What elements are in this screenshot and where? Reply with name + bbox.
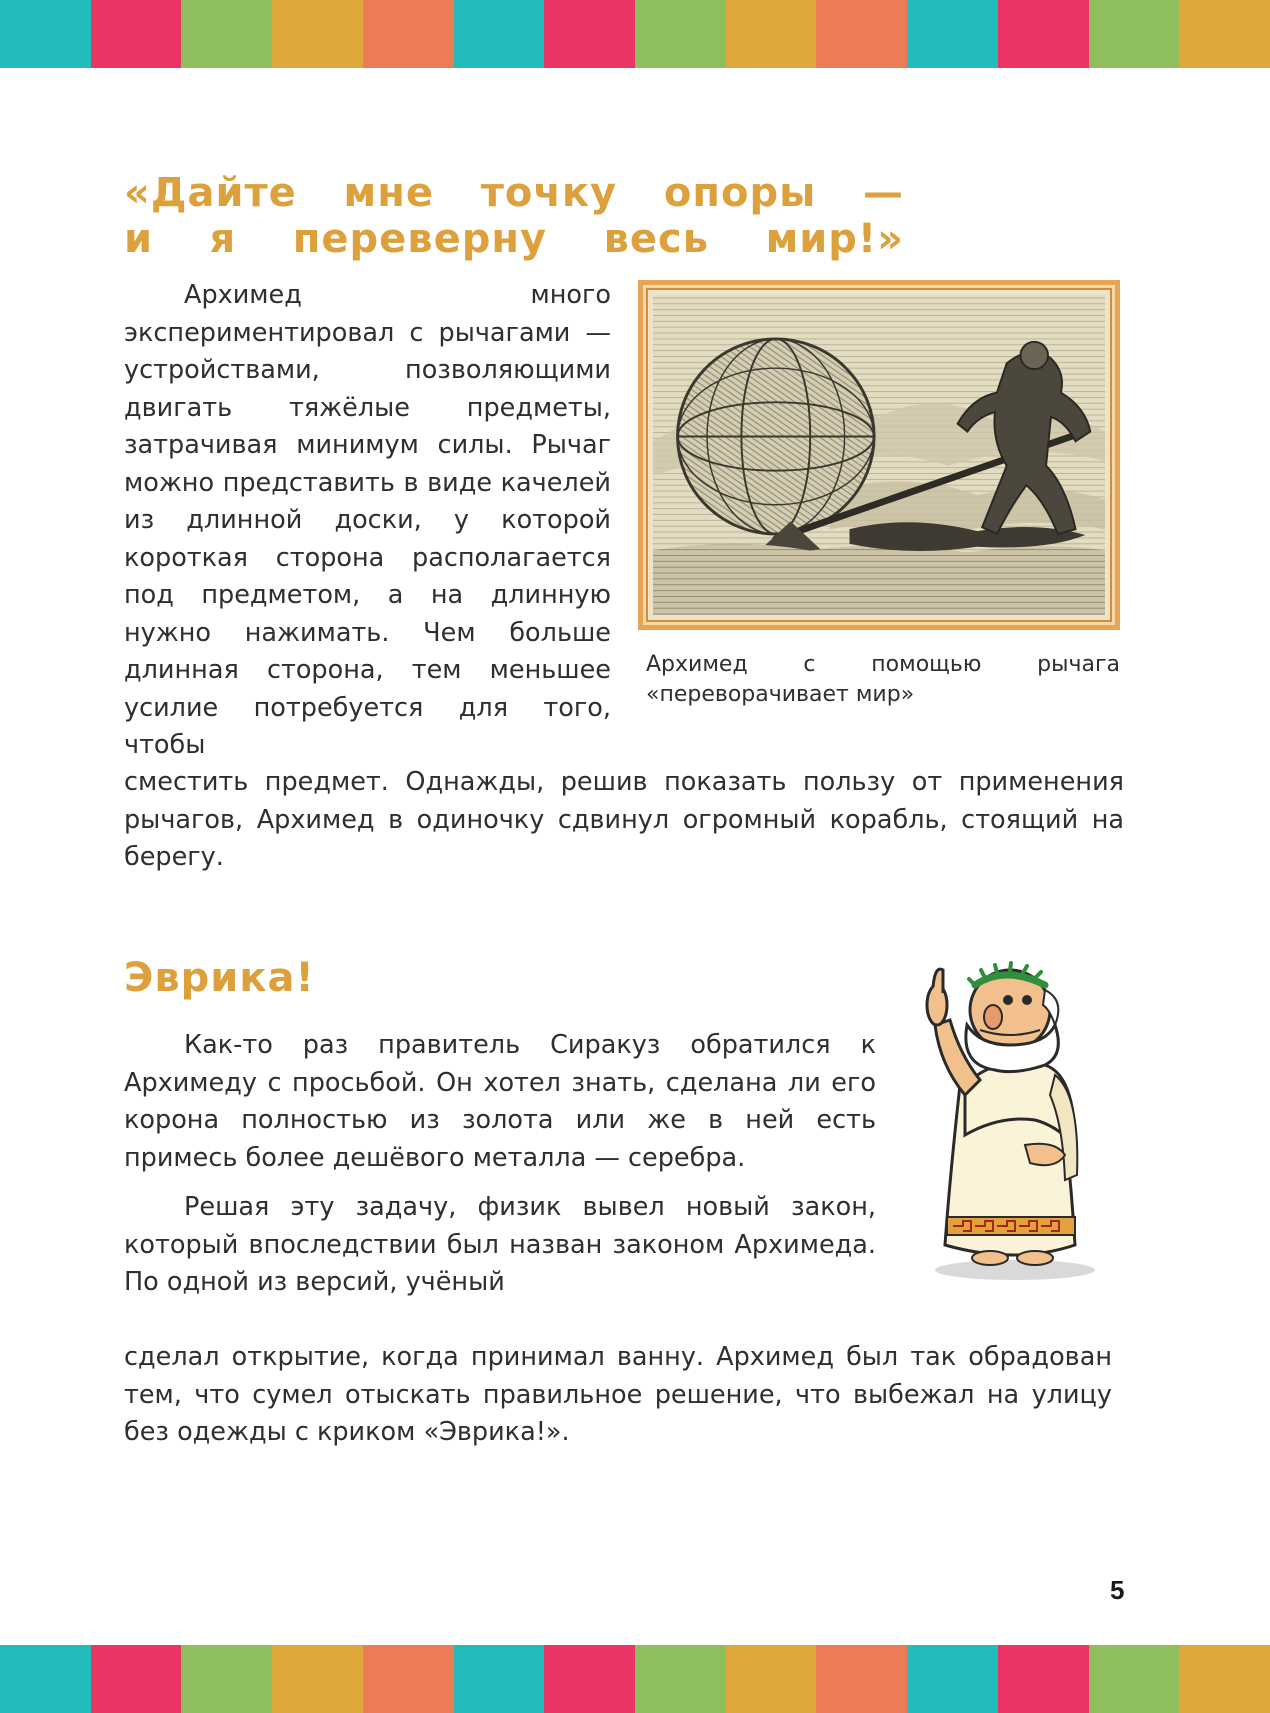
stripe-segment — [544, 0, 635, 68]
stripe-segment — [272, 1645, 363, 1713]
law-paragraph-part2: сделал открытие, когда принимал ванну. Архимед был так обрадован тем, что сумел отыскать правильное решение, что выбежал на улицу без одежды с криком «Эврика!». — [124, 1342, 1112, 1447]
page-number: 5 — [1110, 1575, 1125, 1605]
archimedes-cartoon-icon — [905, 945, 1110, 1285]
lever-paragraph-continued — [124, 764, 1124, 877]
section-heading-eureka: Эврика! — [124, 955, 315, 1001]
stripe-segment — [0, 0, 91, 68]
stripe-segment — [454, 0, 545, 68]
stripe-segment — [635, 1645, 726, 1713]
lever-engraving-frame — [638, 280, 1120, 630]
law-paragraph-part1: Решая эту задачу, физик вывел новый закон, который впоследствии был назван законом Архимеда. По одной из версий, учёный — [124, 1192, 876, 1297]
bottom-color-stripe — [0, 1645, 1270, 1713]
stripe-segment — [1179, 0, 1270, 68]
heading-line-2: и я переверну весь мир!» — [124, 216, 904, 262]
stripe-segment — [363, 1645, 454, 1713]
stripe-segment — [0, 1645, 91, 1713]
stripe-segment — [544, 1645, 635, 1713]
stripe-segment — [635, 0, 726, 68]
archimedes-lever-engraving-icon — [653, 295, 1105, 615]
stripe-segment — [726, 0, 817, 68]
top-color-stripe — [0, 0, 1270, 68]
stripe-segment — [907, 1645, 998, 1713]
stripe-segment — [1089, 0, 1180, 68]
stripe-segment — [363, 0, 454, 68]
stripe-segment — [998, 0, 1089, 68]
stripe-segment — [181, 0, 272, 68]
stripe-segment — [181, 1645, 272, 1713]
heading-line-1: «Дайте мне точку опоры — — [124, 170, 904, 216]
stripe-segment — [272, 0, 363, 68]
stripe-segment — [726, 1645, 817, 1713]
stripe-segment — [907, 0, 998, 68]
stripe-segment — [91, 0, 182, 68]
stripe-segment — [816, 0, 907, 68]
stripe-segment — [91, 1645, 182, 1713]
stripe-segment — [998, 1645, 1089, 1713]
stripe-segment — [454, 1645, 545, 1713]
lever-paragraph-part2: сместить предмет. Однажды, решив показать пользу от применения рычагов, Архимед в одиночку сдвинул огромный корабль, стоящий на берегу. — [124, 767, 1124, 872]
stripe-segment — [816, 1645, 907, 1713]
section-heading-fulcrum — [124, 170, 904, 262]
lever-paragraph — [124, 277, 611, 765]
stripe-segment — [1089, 1645, 1180, 1713]
eureka-text-column — [124, 1027, 876, 1302]
lever-paragraph-part1: Архимед много экспериментировал с рычагами — устройствами, позволяющими двигать тяжёлые предметы, затрачивая минимум силы. Рычаг можно представить в виде качелей из длинной доски, у которой короткая сторона располагается под предметом, а на длинную нужно нажимать. Чем больше длинная сторона, тем меньшее усилие потребуется для того, чтобы — [124, 280, 611, 760]
eureka-text-continued — [124, 1339, 1112, 1452]
crown-paragraph: Как-то раз правитель Сиракуз обратился к Архимеду с просьбой. Он хотел знать, сделана ли его корона полностью из золота или же в ней есть примесь более дешёвого металла — серебра. — [124, 1030, 876, 1173]
stripe-segment — [1179, 1645, 1270, 1713]
figure-caption: Архимед с помощью рычага «переворачивает мир» — [646, 652, 1120, 707]
